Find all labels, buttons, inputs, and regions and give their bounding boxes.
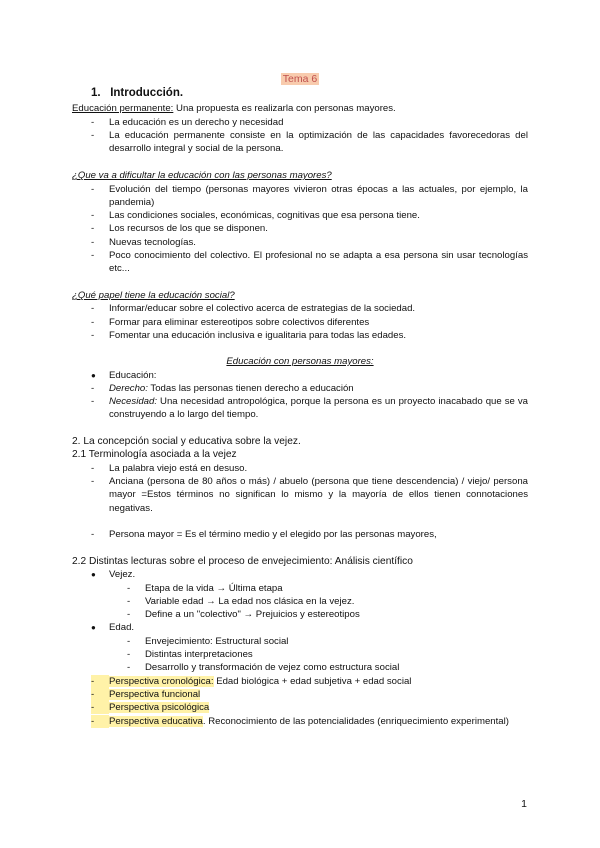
list-item — [91, 382, 528, 395]
list-item-text — [109, 395, 528, 422]
dash-marker: - — [91, 715, 109, 728]
list-item-text: Nuevas tecnologías. — [109, 237, 196, 248]
dash-marker: - — [127, 662, 131, 673]
perspectiva-psicologica-label: Perspectiva psicológica — [109, 702, 210, 713]
list-item-text — [109, 701, 528, 714]
list-item — [91, 715, 528, 728]
list-item-text: Define a un "colectivo" → Prejuicios y estereotipos — [145, 609, 360, 620]
list-item-text: La educación permanente consiste en la optimización de las capacidades favorecedoras del desarrollo integral y social de la persona. — [109, 130, 528, 155]
list-item — [127, 595, 527, 608]
edu-perm-line — [72, 102, 528, 115]
dash-marker: - — [91, 130, 95, 141]
list-item — [91, 701, 528, 714]
list-item-text: Distintas interpretaciones — [145, 649, 253, 660]
bullet-marker: ● — [91, 570, 96, 579]
list-item-text: Envejecimiento: Estructural social — [145, 636, 289, 647]
dash-marker: - — [127, 649, 131, 660]
list-item — [91, 249, 528, 276]
perspectiva-funcional-label: Perspectiva funcional — [109, 689, 201, 700]
dash-marker: - — [91, 688, 109, 701]
dash-marker: - — [91, 463, 95, 474]
list-item-text: Poco conocimiento del colectivo. El profesional no se adapta a esa persona sin usar tecnologías etc... — [109, 250, 528, 275]
list-item-text: Educación: — [109, 370, 157, 381]
list-item — [91, 568, 528, 581]
subsection-21-heading: 2.1 Terminología asociada a la vejez — [72, 449, 237, 460]
dash-marker: - — [91, 396, 95, 407]
list-item-text: Persona mayor = Es el término medio y el elegido por las personas mayores, — [109, 529, 437, 540]
list-item-text — [109, 675, 528, 688]
list-item — [91, 316, 528, 329]
section2-heading: 2. La concepción social y educativa sobre la vejez. — [72, 436, 301, 447]
dash-marker: - — [91, 701, 109, 714]
list-item — [91, 209, 528, 222]
bullet-marker: ● — [91, 623, 96, 632]
dash-marker: - — [91, 476, 95, 487]
section1-heading — [91, 87, 183, 99]
list-item — [91, 475, 528, 515]
list-item — [127, 635, 527, 648]
list-item-text: Desarrollo y transformación de vejez como estructura social — [145, 662, 400, 673]
list-item-text — [109, 715, 528, 728]
list-item-text: La palabra viejo está en desuso. — [109, 463, 248, 474]
page-title: Tema 6 — [282, 73, 318, 85]
list-item — [91, 369, 528, 382]
perspectiva-cronologica-text: Edad biológica + edad subjetiva + edad social — [213, 676, 412, 687]
list-item — [91, 302, 528, 315]
list-item-text: Fomentar una educación inclusiva e igualitaria para todas las edades. — [109, 330, 407, 341]
list-item-text: Las condiciones sociales, económicas, cognitivas que esa persona tiene. — [109, 210, 420, 221]
list-item — [127, 582, 527, 595]
necesidad-text: Una necesidad antropológica, porque la persona es un proyecto inacabado que se va construyendo a lo largo del tiempo. — [109, 396, 528, 421]
list-item — [91, 183, 528, 210]
dash-marker: - — [91, 317, 95, 328]
bullet-marker: ● — [91, 371, 96, 380]
title-wrap — [0, 73, 600, 85]
dash-marker: - — [91, 250, 95, 261]
dash-marker: - — [91, 675, 109, 688]
section1-heading-text: Introducción. — [110, 87, 184, 99]
dash-marker: - — [91, 117, 95, 128]
list-item — [127, 608, 527, 621]
list-item — [91, 116, 528, 129]
perspectiva-educativa-label: Perspectiva educativa — [109, 716, 203, 727]
dash-marker: - — [127, 596, 131, 607]
dash-marker: - — [91, 529, 95, 540]
dash-marker: - — [127, 636, 131, 647]
dash-marker: - — [91, 210, 95, 221]
list-item-text — [109, 688, 528, 701]
list-item — [91, 395, 528, 422]
dash-marker: - — [91, 184, 95, 195]
subsection-22-heading: 2.2 Distintas lecturas sobre el proceso de envejecimiento: Análisis científico — [72, 556, 413, 567]
question-1: ¿Que va a dificultar la educación con las personas mayores? — [72, 170, 332, 181]
question-2: ¿Qué papel tiene la educación social? — [72, 290, 235, 301]
list-item — [91, 236, 528, 249]
list-item-text: Evolución del tiempo (personas mayores vivieron otras épocas a las actuales, por ejemplo, la pandemia) — [109, 184, 528, 209]
list-item-text: Variable edad → La edad nos clásica en la vejez. — [145, 596, 355, 607]
dash-marker: - — [91, 223, 95, 234]
section1-number: 1. — [91, 87, 101, 99]
dash-marker: - — [91, 330, 95, 341]
list-item — [91, 129, 528, 156]
list-item — [127, 648, 527, 661]
list-item-text — [109, 382, 528, 395]
necesidad-label: Necesidad: — [109, 396, 157, 407]
list-item — [91, 688, 528, 701]
list-item-text: Edad. — [109, 622, 135, 633]
dash-marker: - — [91, 237, 95, 248]
list-item-text: Formar para eliminar estereotipos sobre colectivos diferentes — [109, 317, 370, 328]
list-item — [91, 528, 528, 541]
derecho-text: Todas las personas tienen derecho a educación — [147, 383, 354, 394]
list-item-text: Anciana (persona de 80 años o más) / abuelo (persona que tiene descendencia) / viejo/ persona mayor =Estos términos no significan lo mismo y la mayoría de ellos tienen connotaciones negativas. — [109, 476, 528, 514]
list-item-text: Los recursos de los que se disponen. — [109, 223, 268, 234]
list-item-text: Informar/educar sobre el colectivo acerca de estrategias de la sociedad. — [109, 303, 416, 314]
dash-marker: - — [91, 303, 95, 314]
edu-perm-text: Una propuesta es realizarla con personas mayores. — [173, 103, 396, 114]
list-item — [127, 661, 527, 674]
dash-marker: - — [91, 383, 95, 394]
list-item — [91, 329, 528, 342]
list-item — [91, 621, 528, 634]
list-item — [91, 462, 528, 475]
perspectiva-educativa-text: . Reconocimiento de las potencialidades (enriquecimiento experimental) — [202, 716, 509, 727]
dash-marker: - — [127, 583, 131, 594]
derecho-label: Derecho: — [109, 383, 148, 394]
list-item — [91, 675, 528, 688]
list-item-text: La educación es un derecho y necesidad — [109, 117, 284, 128]
dash-marker: - — [127, 609, 131, 620]
list-item-text: Vejez. — [109, 569, 136, 580]
perspectiva-cronologica-label: Perspectiva cronológica: — [109, 676, 214, 687]
edu-perm-label: Educación permanente: — [72, 103, 174, 114]
list-item-text: Etapa de la vida → Última etapa — [145, 583, 283, 594]
list-item — [91, 222, 528, 235]
center-heading: Educación con personas mayores: — [226, 356, 374, 367]
page-number: 1 — [521, 798, 527, 810]
